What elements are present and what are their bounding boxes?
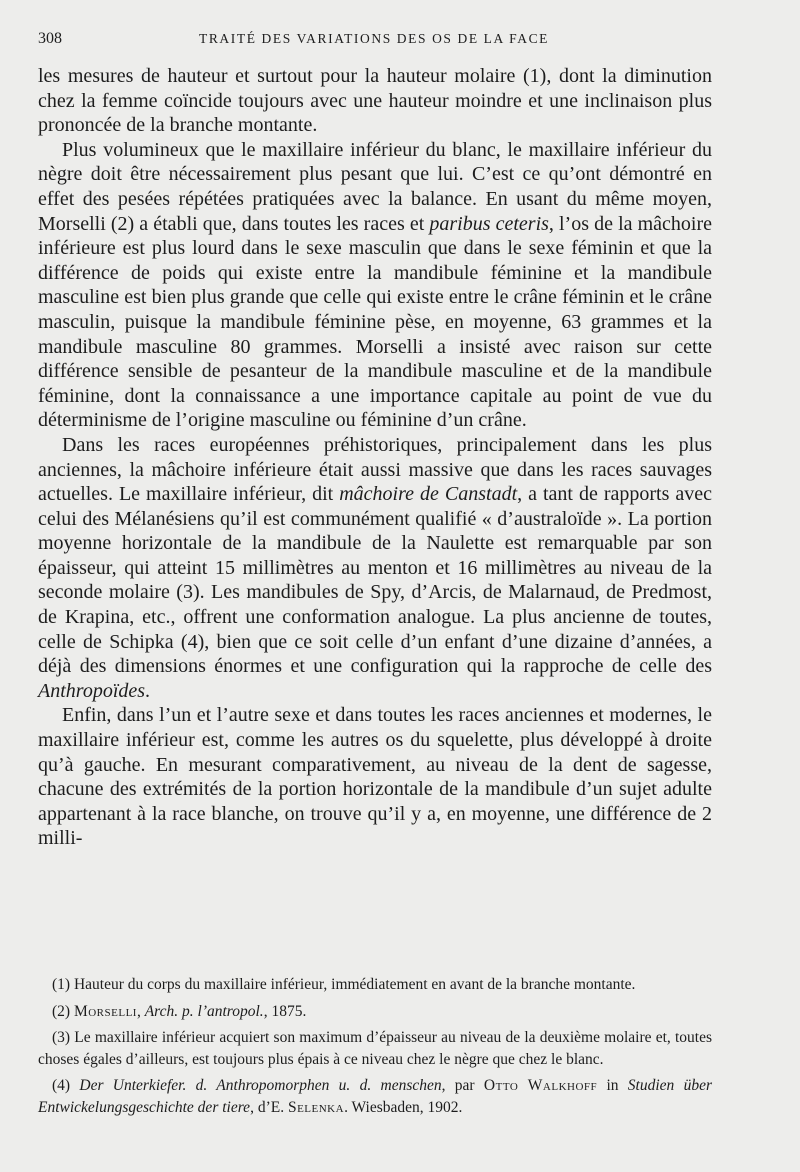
main-text (38, 64, 712, 851)
page-header (38, 30, 710, 50)
paragraph-mandible-weight: Plus volumineux que le maxillaire inférieur du blanc, le maxillaire inférieur du nègre doit être nécessairement plus pesant que lui. C’est ce qu’ont démontré en effet des pesées répétées pratiquées avec la balance. En usant du même moyen, Morselli (2) a établi que, dans toutes les races et paribus ceteris, l’os de la mâchoire inférieure est plus lourd dans le sexe masculin que dans le sexe féminin et que la différence de poids qui existe entre la mandibule féminine et la mandibule masculine est bien plus grande que celle qui existe entre le crâne féminin et le crâne masculin, puisque la mandibule féminine pèse, en moyenne, 63 grammes et la mandibule masculine 80 grammes. Morselli a insisté avec raison sur cette différence sensible de pesanteur de la mandibule masculine et de la mandibule féminine, dont la connaissance a une importance capitale au point de vue du déterminisme de l’origine masculine ou féminine d’un crâne. (38, 138, 712, 432)
paragraph-asymmetry: Enfin, dans l’un et l’autre sexe et dans toutes les races anciennes et modernes, le maxillaire inférieur est, comme les autres os du squelette, plus développé à droite qu’à gauche. En mesurant comparativement, au niveau de la dent de sagesse, chacune des extrémités de la portion horizontale de la mandibule d’un sujet adulte appartenant à la race blanche, on trouve qu’il y a, en moyenne, une différence de 2 milli- (38, 704, 712, 850)
anthropoides-term: Anthropoïdes (38, 679, 146, 702)
author-name: Otto Walkhoff (483, 1077, 598, 1094)
series-title: Studien über Entwickelungsgeschichte der tiere (38, 1077, 712, 1116)
running-title: TRAITÉ DES VARIATIONS DES OS DE LA FACE (198, 31, 550, 46)
author-name: Morselli (73, 1002, 137, 1020)
footnotes (38, 974, 712, 1123)
canstadt-term: mâchoire de Canstadt (339, 483, 518, 506)
paragraph-continued: les mesures de hauteur et surtout pour la hauteur molaire (1), dont la diminution chez la femme coïncide toujours avec une hauteur moindre et une inclinaison plus prononcée de la branche montante. (38, 65, 712, 137)
footnote-4: (4) Der Unterkiefer. d. Anthropomorphen u. d. menschen, par Otto Walkhoff in Studien über Entwickelungsgeschichte der tiere, d’E. Selenka. Wiesbaden, 1902. (38, 1077, 712, 1116)
page-number: 308 (38, 30, 62, 47)
work-title: Der Unterkiefer. d. Anthropomorphen u. d. menschen (79, 1077, 442, 1094)
journal-title: Arch. p. l’antropol. (144, 1002, 264, 1020)
editor-name: Selenka (287, 1098, 345, 1116)
footnote-2: (2) Morselli, Arch. p. l’antropol., 1875. (52, 1002, 307, 1020)
footnote-3: (3) Le maxillaire inférieur acquiert son maximum d’épaisseur au niveau de la deuxième molaire et, toutes choses égales d’ailleurs, est toujours plus épais à ce niveau chez le nègre que chez le blanc. (38, 1029, 712, 1068)
footnote-1: (1) Hauteur du corps du maxillaire inférieur, immédiatement en avant de la branche montante. (52, 976, 636, 993)
latin-phrase: paribus ceteris (429, 212, 549, 235)
paragraph-prehistoric-races: Dans les races européennes préhistoriques, principalement dans les plus anciennes, la mâchoire inférieure était aussi massive que dans les races sauvages actuelles. Le maxillaire inférieur, dit mâchoire de Canstadt, a tant de rapports avec celui des Mélanésiens qu’il est communément qualifié « d’australoïde ». La portion moyenne horizontale de la mandibule de la Naulette est remarquable par son épaisseur, qui atteint 15 millimètres au menton et 16 millimètres au niveau de la seconde molaire (3). Les mandibules de Spy, d’Arcis, de Malarnaud, de Predmost, de Krapina, etc., offrent une conformation analogue. La plus ancienne de toutes, celle de Schipka (4), bien que ce soit celle d’un enfant d’une dizaine d’années, a déjà des dimensions énormes et une configuration qui la rapproche de celle des Anthropoïdes. (38, 433, 712, 702)
